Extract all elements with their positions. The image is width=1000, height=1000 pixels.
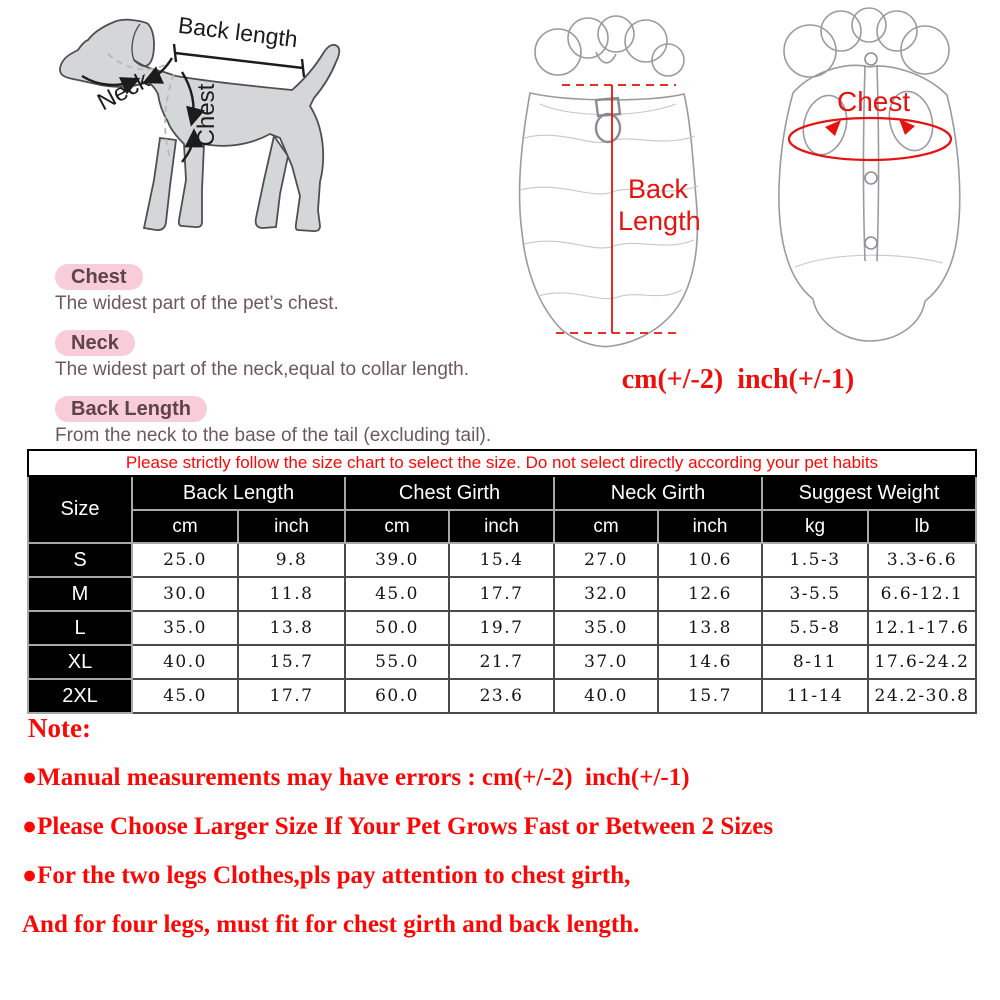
cell: 32.0 <box>554 577 658 611</box>
table-row <box>28 645 976 679</box>
cell: 12.1-17.6 <box>868 611 976 645</box>
cell: 5.5-8 <box>762 611 868 645</box>
unit-header-lb: lb <box>868 510 976 543</box>
vest-chest-label: Chest <box>837 86 911 117</box>
vest-d-ring <box>596 98 620 142</box>
dog-far-hind-leg <box>256 136 288 228</box>
cell: 17.7 <box>238 679 345 713</box>
table-row <box>28 577 976 611</box>
vest-back-length-label-line1: Back <box>628 174 689 204</box>
notes-title: Note: <box>28 713 91 743</box>
row-size-label: XL <box>28 645 132 679</box>
size-chart-notice: Please strictly follow the size chart to select the size. Do not select directly according your pet habits <box>28 450 976 476</box>
note-item: ●Please Choose Larger Size If Your Pet Grows Fast or Between 2 Sizes <box>22 813 774 840</box>
cell: 15.4 <box>449 543 554 577</box>
table-row <box>28 543 976 577</box>
cell: 3.3-6.6 <box>868 543 976 577</box>
measurement-definitions <box>55 264 575 462</box>
vest-back-figure <box>765 3 970 348</box>
dog-far-front-leg <box>144 138 176 230</box>
back-length-definition: From the neck to the base of the tail (excluding tail). <box>55 425 492 446</box>
chest-definition: The widest part of the pet’s chest. <box>55 293 339 314</box>
cell: 3-5.5 <box>762 577 868 611</box>
cell: 13.8 <box>238 611 345 645</box>
cell: 11.8 <box>238 577 345 611</box>
cell: 27.0 <box>554 543 658 577</box>
chest-arrow-left <box>825 120 841 136</box>
neck-measure-label: Neck <box>92 66 154 117</box>
cell: 25.0 <box>132 543 238 577</box>
cell: 23.6 <box>449 679 554 713</box>
chest-girth-ellipse <box>789 118 951 160</box>
neck-definition: The widest part of the neck,equal to collar length. <box>55 359 470 380</box>
cell: 21.7 <box>449 645 554 679</box>
cell: 50.0 <box>345 611 449 645</box>
tolerance-note: cm(+/-2) inch(+/-1) <box>621 364 855 395</box>
cell: 17.7 <box>449 577 554 611</box>
size-chart-table <box>27 449 977 714</box>
table-row <box>28 679 976 713</box>
cell: 30.0 <box>132 577 238 611</box>
cell: 14.6 <box>658 645 762 679</box>
cell: 12.6 <box>658 577 762 611</box>
chest-term-pill: Chest <box>55 264 143 290</box>
cell: 1.5-3 <box>762 543 868 577</box>
cell: 45.0 <box>132 679 238 713</box>
vest-buttons <box>865 53 877 249</box>
note-item: ●Manual measurements may have errors : cm(+/-2) inch(+/-1) <box>22 764 690 791</box>
cell: 39.0 <box>345 543 449 577</box>
cell: 13.8 <box>658 611 762 645</box>
cell: 17.6-24.2 <box>868 645 976 679</box>
unit-header-cm: cm <box>554 510 658 543</box>
unit-header-inch: inch <box>449 510 554 543</box>
vest-hem-line <box>795 255 943 267</box>
row-size-label: M <box>28 577 132 611</box>
cell: 8-11 <box>762 645 868 679</box>
back-length-term-pill: Back Length <box>55 396 207 422</box>
row-size-label: S <box>28 543 132 577</box>
cell: 40.0 <box>132 645 238 679</box>
unit-header-inch: inch <box>658 510 762 543</box>
unit-header-cm: cm <box>345 510 449 543</box>
cell: 15.7 <box>238 645 345 679</box>
cell: 6.6-12.1 <box>868 577 976 611</box>
chest-measure-label: Chest <box>193 83 220 147</box>
cell: 15.7 <box>658 679 762 713</box>
row-size-label: 2XL <box>28 679 132 713</box>
notes-section <box>22 713 982 961</box>
cell: 24.2-30.8 <box>868 679 976 713</box>
col-header-size: Size <box>28 476 132 543</box>
cell: 35.0 <box>554 611 658 645</box>
unit-header-kg: kg <box>762 510 868 543</box>
col-group-chest-girth: Chest Girth <box>345 476 554 510</box>
cell: 40.0 <box>554 679 658 713</box>
cell: 10.6 <box>658 543 762 577</box>
vest-back-length-label-line2: Length <box>618 206 701 236</box>
table-row <box>28 611 976 645</box>
row-size-label: L <box>28 611 132 645</box>
col-group-neck-girth: Neck Girth <box>554 476 762 510</box>
cell: 35.0 <box>132 611 238 645</box>
dog-measurement-diagram <box>52 10 362 255</box>
neck-term-pill: Neck <box>55 330 135 356</box>
cell: 9.8 <box>238 543 345 577</box>
cell: 45.0 <box>345 577 449 611</box>
cell: 55.0 <box>345 645 449 679</box>
unit-header-cm: cm <box>132 510 238 543</box>
col-group-back-length: Back Length <box>132 476 345 510</box>
cell: 60.0 <box>345 679 449 713</box>
cell: 37.0 <box>554 645 658 679</box>
note-item: And for four legs, must fit for chest girth and back length. <box>22 911 640 938</box>
col-group-suggest-weight: Suggest Weight <box>762 476 976 510</box>
note-item: ●For the two legs Clothes,pls pay attention to chest girth, <box>22 862 631 889</box>
cell: 19.7 <box>449 611 554 645</box>
unit-header-inch: inch <box>238 510 345 543</box>
back-length-measure-label: Back length <box>176 11 300 53</box>
cell: 11-14 <box>762 679 868 713</box>
vest-collar-fluff <box>535 16 684 76</box>
back-length-measure-line <box>175 53 303 68</box>
